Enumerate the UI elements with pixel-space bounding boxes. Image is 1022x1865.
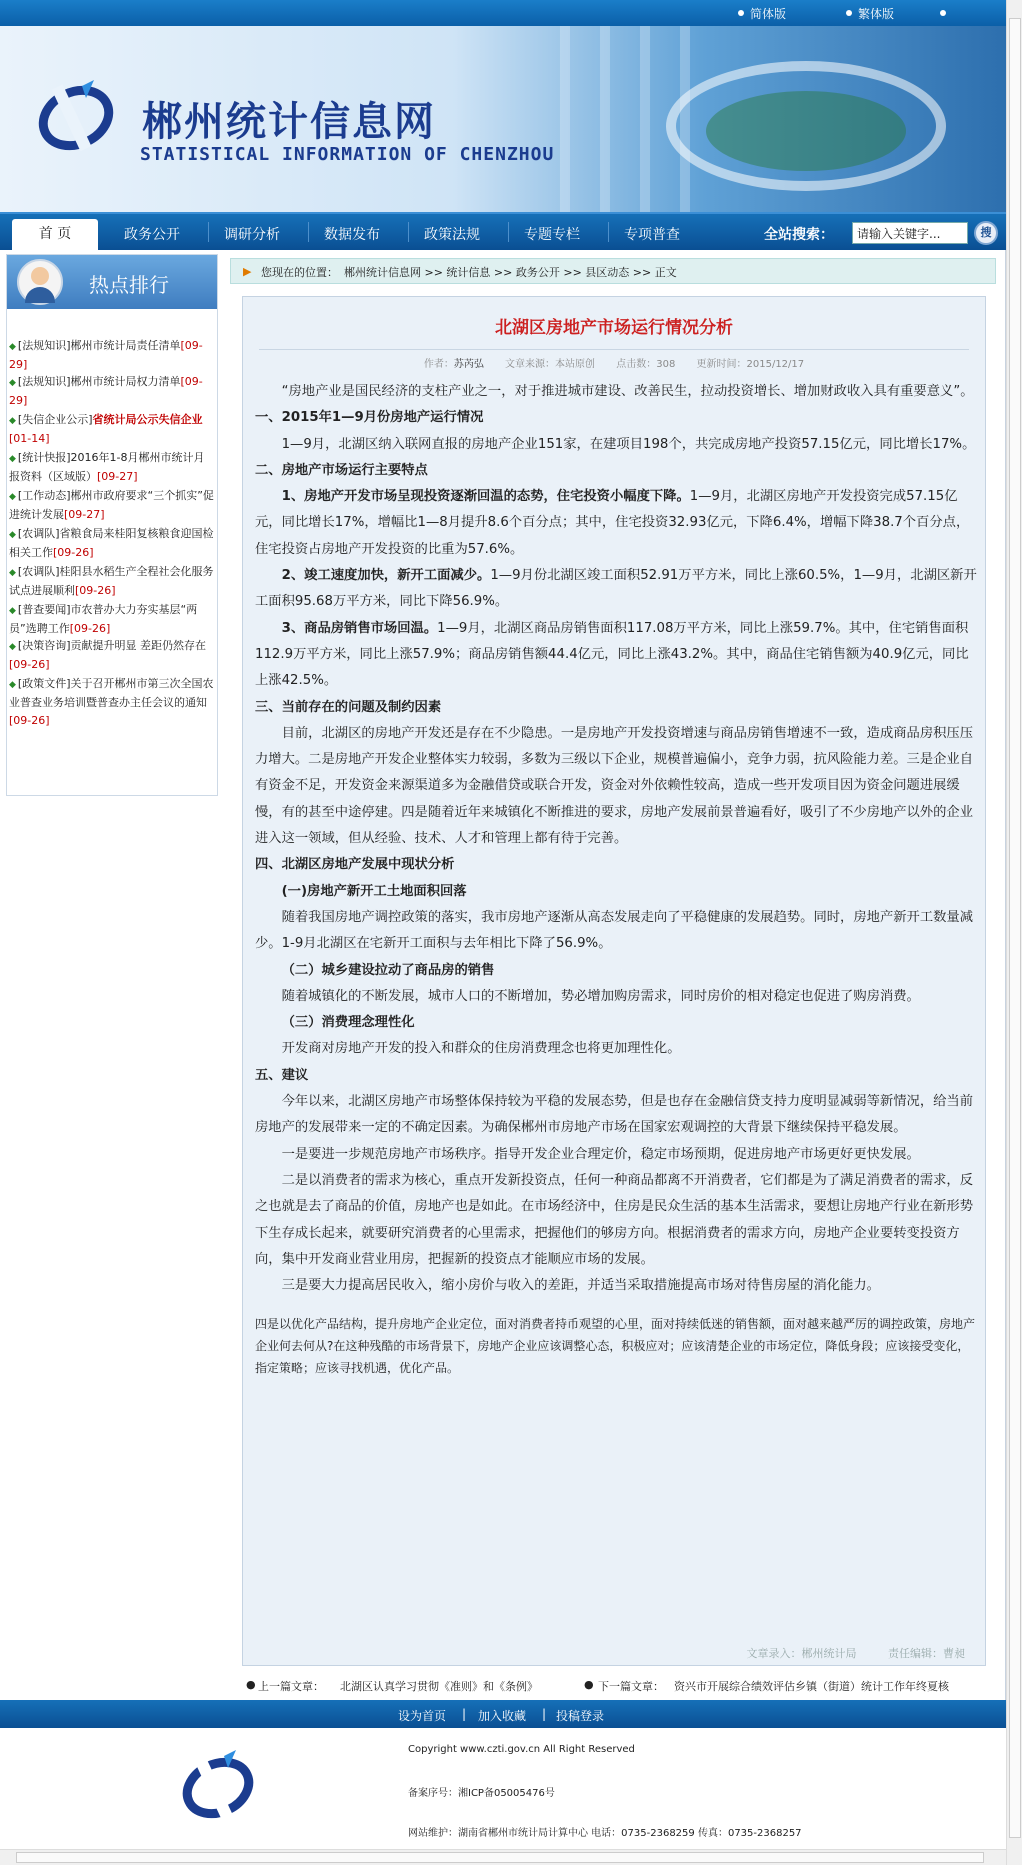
main-nav — [0, 212, 1006, 250]
article-paragraph: (一)房地产新开工土地面积回落 — [281, 883, 467, 899]
article-paragraph: 今年以来，北湖区房地产市场整体保持较为平稳的发展态势，但是也存在金融信贷支持力度明显减弱等新情况，给当前房地产的发展带来一定的不确定因素。为确保郴州市房地产市场在国家宏观调控的大背景下继续保持平稳发展。 — [255, 1094, 974, 1136]
bullet-icon: ◆ — [9, 378, 16, 388]
hot-list-item[interactable]: ◆ [法规知识]郴州市统计局责任清单[09-29] — [9, 339, 203, 371]
hot-list-item[interactable]: ◆ [统计快报]2016年1-8月郴州市统计月报资料（区域版）[09-27] — [9, 451, 205, 483]
article-paragraph: 随着我国房地产调控政策的落实，我市房地产逐渐从高态发展走向了平稳健康的发展趋势。同时，房地产新开工数量减少。1-9月北湖区在宅新开工面积与去年相比下降了56.9%。 — [255, 909, 974, 952]
article-paragraph: 三、当前存在的问题及制约因素 — [255, 699, 442, 715]
site-logo-icon — [36, 76, 116, 156]
article-body — [255, 379, 977, 1379]
hot-list-item[interactable]: ◆ [决策咨询]贡献提升明显 差距仍然存在[09-26] — [9, 639, 207, 671]
nav-item-policies[interactable]: 政策法规 — [424, 227, 480, 243]
hot-list-item[interactable]: ◆ [法规知识]郴州市统计局权力清单[09-29] — [9, 375, 203, 407]
add-favorite-link[interactable]: 加入收藏 — [478, 1709, 527, 1723]
article-paragraph: “房地产业是国民经济的支柱产业之一，对于推进城市建设、改善民生，拉动投资增长、增加财政收入具有重要意义”。 — [281, 384, 974, 399]
footer-nav: 设为首页 | 加入收藏 | 投稿登录 — [0, 1700, 1006, 1728]
bullet-icon: ◆ — [9, 568, 16, 578]
prev-label: 上一篇文章： — [258, 1680, 324, 1693]
horizontal-scrollbar[interactable] — [0, 1849, 1006, 1865]
article-paragraph: 目前，北湖区的房地产开发还是存在不少隐患。一是房地产开发投资增速与商品房销售增速不一致，造成商品房积压压力增大。二是房地产开发企业整体实力较弱，多数为三级以下企业，规模普遍偏小，竞争力弱，抗风险能力差。三是企业自有资金不足，开发资金来源渠道多为金融借贷或联合开发，资金对外依赖性较高，造成一些开发项目因为资金问题进展缓慢，有的甚至中途停建。四是随着近年来城镇化不断推进的要求，房地产发展前景普遍看好，吸引了不少房地产以外的企业进入这一领域，但从经验、技术、人才和管理上都有待于完善。 — [255, 725, 974, 847]
article-paragraph: 四、北湖区房地产发展中现状分析 — [255, 857, 455, 873]
footer — [0, 1728, 1006, 1849]
hit-count: 308 — [656, 359, 676, 370]
bullet-icon: ◆ — [9, 416, 16, 426]
bullet-icon: ◆ — [9, 342, 16, 352]
next-article-link[interactable]: 资兴市开展综合绩效评估乡镇（街道）统计工作年终夏核 — [674, 1680, 949, 1693]
article-paragraph: 三是要大力提高居民收入，缩小房价与收入的差距，并适当采取措施提高市场对待售房屋的消化能力。 — [281, 1278, 880, 1294]
article-panel — [242, 296, 986, 1666]
simplified-link[interactable]: 简体版 — [750, 7, 787, 21]
nav-item-topics[interactable]: 专题专栏 — [524, 227, 580, 243]
article-paragraph: 一、2015年1—9月份房地产运行情况 — [255, 410, 484, 426]
breadcrumb — [230, 258, 996, 284]
article-paragraph: 四是以优化产品结构，提升房地产企业定位，面对消费者持币观望的心里，面对持续低迷的销售额，面对越来越严厉的调控政策，房地产企业何去何从?在这种残酷的市场背景下，房地产企业应该调整心态，积极应对；应该清楚企业的市场定位，降低身段；应该接受变化，指定策略；应该寻找机遇，优化产品。 — [255, 1317, 976, 1376]
bullet-icon: ◆ — [9, 454, 16, 464]
set-homepage-link[interactable]: 设为首页 — [398, 1709, 447, 1723]
search-button[interactable]: 搜 — [974, 221, 998, 245]
editor-name: 曹昶 — [943, 1647, 965, 1660]
article-paragraph: 随着城镇化的不断发展，城市人口的不断增加，势必增加购房需求，同时房价的相对稳定也促进了购房消费。 — [281, 988, 920, 1004]
icp-text: 备案序号：湘ICP备05005476号 — [408, 1788, 555, 1799]
breadcrumb-path[interactable]: 郴州统计信息网 >> 统计信息 >> 政务公开 >> 县区动态 >> 正文 — [344, 266, 677, 279]
banner — [0, 26, 1006, 212]
hot-list-item[interactable]: ◆ [农调队]省粮食局来桂阳复核粮食迎国检相关工作[09-26] — [9, 527, 214, 559]
article-paragraph: 二、房地产市场运行主要特点 — [255, 462, 428, 478]
copyright-text: Copyright www.czti.gov.cn All Right Reserved — [408, 1744, 635, 1755]
title-divider — [259, 349, 969, 350]
article-paragraph: 二是以消费者的需求为核心，重点开发新投资点，任何一种商品都离不开消费者，它们都是为了满足消费者的需求，反之也就是去了商品的价值，房地产也是如此。在市场经济中，住房是民众生活的基本生活需求，要想让房地产行业在新形势下生存成长起来，就要研究消费者的心里需求，把握他们的够房方向。根据消费者的需求方向，房地产企业要转变投资方向，集中开发商业营业用房，把握新的投资点才能顺应市场的发展。 — [255, 1172, 974, 1267]
hot-list-item[interactable]: ◆ [普查要闻]市农普办大力夯实基层“两员”选聘工作[09-26] — [9, 603, 198, 635]
vertical-scrollbar[interactable] — [1006, 0, 1022, 1865]
sidebar-title: 热点排行 — [89, 273, 169, 297]
article-paragraph: 1—9月，北湖区纳入联网直报的房地产企业151家，在建项目198个，共完成房地产投资57.15亿元，同比增长17%。 — [281, 436, 976, 452]
article-paragraph: 3、商品房销售市场回温。1—9月，北湖区商品房销售面积117.08万平方米，同比上涨59.7%。其中，住宅销售面积112.9万平方米，同比上涨57.9%；商品房销售额44.4亿元，同比上涨43.2%。其中，商品住宅销售额为40.9亿元，同比上涨42.5%。 — [255, 620, 969, 689]
site-title: 郴州统计信息网 — [142, 98, 436, 145]
hot-list-item[interactable]: ◆ [政策文件]关于召开郴州市第三次全国农业普查业务培训暨普查办主任会议的通知[09-26] — [9, 677, 214, 727]
prev-article-link[interactable]: 北湖区认真学习贯彻《准则》和《条例》 — [340, 1680, 538, 1693]
article-paragraph: 开发商对房地产开发的投入和群众的住房消费理念也将更加理性化。 — [281, 1041, 681, 1057]
bullet-icon: ◆ — [9, 492, 16, 502]
entry-author: 郴州统计局 — [801, 1647, 857, 1660]
hot-list-item[interactable]: ◆ [失信企业公示]省统计局公示失信企业[01-14] — [9, 413, 203, 445]
bullet-icon: ◆ — [9, 530, 16, 540]
breadcrumb-label: 您现在的位置： — [261, 266, 338, 279]
bullet-icon: ◆ — [9, 680, 16, 690]
article-title: 北湖区房地产市场运行情况分析 — [495, 318, 733, 338]
search-input[interactable] — [852, 222, 968, 244]
updated-date: 2015/12/17 — [746, 359, 805, 370]
hot-ranking-sidebar — [6, 254, 218, 796]
user-avatar-icon — [17, 259, 63, 305]
nav-item-census[interactable]: 专项普查 — [624, 227, 680, 243]
article-paragraph: 一是要进一步规范房地产市场秩序。指导开发企业合理定价，稳定市场预期，促进房地产市场更好更快发展。 — [281, 1146, 920, 1162]
article-meta: 作者：苏芮弘 文章来源：本站原创 点击数：308 更新时间：2015/12/17 — [423, 359, 805, 370]
article-footer: 文章录入：郴州统计局 责任编辑：曹昶 — [746, 1647, 965, 1660]
prev-next-links — [244, 1674, 1004, 1696]
stadium-ring — [666, 61, 946, 191]
sidebar-header — [7, 255, 217, 309]
article-paragraph: （三）消费理念理性化 — [281, 1015, 415, 1031]
hot-list-item[interactable]: ◆ [农调队]桂阳县水稻生产全程社会化服务试点进展顺利[09-26] — [9, 565, 214, 597]
nav-item-research[interactable]: 调研分析 — [224, 227, 280, 243]
nav-item-home[interactable]: 首 页 — [12, 219, 98, 252]
footer-logo-icon — [176, 1746, 260, 1826]
article-paragraph: （二）城乡建设拉动了商品房的销售 — [281, 962, 495, 978]
search-label: 全站搜索： — [764, 227, 834, 243]
bullet-icon: ● — [246, 1678, 256, 1691]
submit-login-link[interactable]: 投稿登录 — [556, 1709, 605, 1723]
maintenance-text: 网站维护：湖南省郴州市统计局计算中心 电话：0735-2368259 传真：0735-2368257 — [408, 1828, 802, 1839]
article-source: 本站原创 — [555, 359, 596, 370]
author-name: 苏芮弘 — [453, 359, 484, 370]
article-paragraph: 2、竣工速度加快，新开工面减少。1—9月份北湖区竣工面积52.91万平方米，同比上涨60.5%，1—9月，北湖区新开工面积95.68万平方米，同比下降56.9%。 — [255, 568, 977, 610]
hot-list-item[interactable]: ◆ [工作动态]郴州市政府要求“三个抓实”促进统计发展[09-27] — [9, 489, 214, 521]
bullet-icon — [738, 10, 744, 16]
bullet-icon — [846, 10, 852, 16]
bullet-icon: ◆ — [9, 642, 16, 652]
bullet-icon: ◆ — [9, 606, 16, 616]
site-subtitle: STATISTICAL INFORMATION OF CHENZHOU — [140, 144, 555, 165]
article-paragraph: 五、建议 — [255, 1067, 309, 1083]
nav-item-government-affairs[interactable]: 政务公开 — [124, 227, 180, 243]
bullet-icon — [940, 10, 946, 16]
nav-item-data-release[interactable]: 数据发布 — [324, 227, 380, 243]
top-bar — [0, 0, 1006, 26]
location-arrow-icon: ▶ — [243, 265, 252, 278]
traditional-link[interactable]: 繁体版 — [858, 7, 895, 21]
next-label: 下一篇文章： — [598, 1680, 664, 1693]
article-paragraph: 1、房地产开发市场呈现投资逐渐回温的态势，住宅投资小幅度下降。1—9月，北湖区房地产开发投资完成57.15亿元，同比增长17%，增幅比1—8月提升8.6个百分点；其中，住宅投资32.93亿元，下降6.4%，增幅下降38.7个百分点，住宅投资占房地产开发投资的比重为57.6%。 — [255, 489, 970, 557]
bullet-icon: ● — [584, 1678, 594, 1691]
